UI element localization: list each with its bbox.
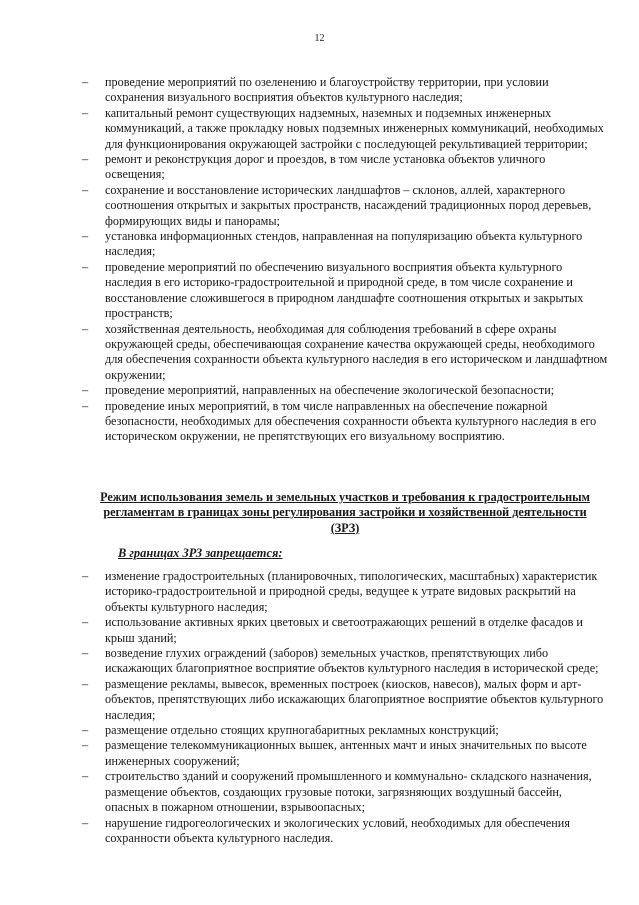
list-item-text: проведение мероприятий по обеспечению визуального восприятия объекта культурного наследия в его историко-градостроительной и природной среде, в том числе сохранение и восстановление сложившегося в природном ландшафте соотношения открытых и закрытых пространств;	[105, 259, 584, 321]
list-dash: –	[82, 75, 89, 89]
list-dash: –	[82, 182, 89, 197]
list-dash: –	[82, 676, 89, 691]
list-dash: –	[82, 105, 89, 120]
list-dash: –	[82, 383, 89, 398]
list-dash: –	[82, 229, 89, 244]
section-subheading: В границах ЗРЗ запрещается:	[118, 546, 283, 560]
list-item-text: установка информационных стендов, направленная на популяризацию объекта культурного наследия;	[105, 229, 583, 259]
list-dash: –	[82, 569, 89, 583]
list-dash: –	[82, 321, 89, 336]
list-item	[78, 816, 608, 847]
list-dash: –	[82, 152, 89, 167]
list-item-text: капитальный ремонт существующих надземных, наземных и подземных инженерных коммуникаций, а также прокладку новых подземных инженерных коммуникаций, необходимых для функционирования окружающей застройки с последующей рекультивацией территории;	[105, 105, 604, 151]
list-item	[78, 183, 608, 229]
list-item-text: проведение мероприятий, направленных на обеспечение экологической безопасности;	[105, 383, 555, 398]
list-dash: –	[82, 398, 89, 413]
list-item	[78, 229, 608, 260]
prohibited-activities-list	[78, 569, 608, 846]
list-item-text: использование активных ярких цветовых и светоотражающих решений в отделке фасадов и крыш зданий;	[105, 615, 583, 645]
permitted-activities-list	[78, 75, 608, 445]
list-item-text: возведение глухих ограждений (заборов) земельных участков, препятствующих либо искажающих благоприятное восприятие объектов культурного наследия в исторической среде;	[105, 646, 599, 676]
list-item	[78, 106, 608, 152]
list-item	[78, 769, 608, 815]
list-item	[78, 738, 608, 769]
list-item	[78, 723, 608, 738]
list-dash: –	[82, 615, 89, 630]
list-item-text: строительство зданий и сооружений промышленного и коммунально- складского назначения, размещение объектов, создающих грузовые потоки, загрязняющих воздушный бассейн, опасных в пожарном отношении, взрывоопасных;	[105, 769, 592, 815]
list-item	[78, 677, 608, 723]
list-dash: –	[82, 259, 89, 274]
list-item-text: проведение мероприятий по озеленению и благоустройству территории, при условии сохранения визуального восприятия объектов культурного наследия;	[105, 75, 549, 105]
list-item-text: сохранение и восстановление исторических ландшафтов – склонов, аллей, характерного соотношения открытых и закрытых пространств, насаждений традиционных пород деревьев, формирующих виды и панорамы;	[105, 182, 592, 228]
list-item-text: размещение отдельно стоящих крупногабаритных рекламных конструкций;	[105, 723, 499, 738]
list-item-text: размещение рекламы, вывесок, временных построек (киосков, навесов), малых форм и арт-объектов, препятствующих либо искажающих благоприятное восприятие объектов культурного наследия;	[105, 676, 604, 722]
list-dash: –	[82, 646, 89, 661]
list-dash: –	[82, 769, 89, 784]
list-item	[78, 152, 608, 183]
list-item-text: размещение телекоммуникационных вышек, антенных мачт и иных значительных по высоте инженерных сооружений;	[105, 738, 587, 768]
list-item	[78, 615, 608, 646]
list-item	[78, 322, 608, 384]
list-dash: –	[82, 738, 89, 753]
list-item	[78, 399, 608, 445]
list-dash: –	[82, 723, 89, 738]
list-item-text: хозяйственная деятельность, необходимая для соблюдения требований в сфере охраны окружающей среды, обеспечивающая сохранение качества окружающей среды, необходимого для обеспечения сохранности объекта культурного наследия в его историческом и ландшафтном окружении;	[105, 321, 608, 382]
list-item	[78, 569, 608, 615]
section-heading: Режим использования земель и земельных участков и требования к градостроительным регламентам в границах зоны регулирования застройки и хозяйственной деятельности (ЗРЗ)	[100, 490, 590, 535]
list-item-text: изменение градостроительных (планировочных, типологических, масштабных) характеристик историко-градостроительной и природной среды, ведущее к утрате видовых раскрытий на объекты культурного наследия;	[105, 569, 598, 614]
list-dash: –	[82, 815, 89, 830]
list-item-text: проведение иных мероприятий, в том числе направленных на обеспечение пожарной безопасности, необходимых для обеспечения сохранности объекта культурного наследия в его историческом окружении, не препятствующих его визуальному восприятию.	[105, 398, 597, 444]
list-item-text: нарушение гидрогеологических и экологических условий, необходимых для обеспечения сохранности объекта культурного наследия.	[105, 815, 570, 845]
list-item	[78, 383, 608, 398]
page-number: 12	[314, 33, 325, 44]
list-item	[78, 75, 608, 106]
list-item-text: ремонт и реконструкция дорог и проездов, в том числе установка объектов уличного освещения;	[105, 152, 546, 182]
list-item	[78, 646, 608, 677]
list-item	[78, 260, 608, 322]
